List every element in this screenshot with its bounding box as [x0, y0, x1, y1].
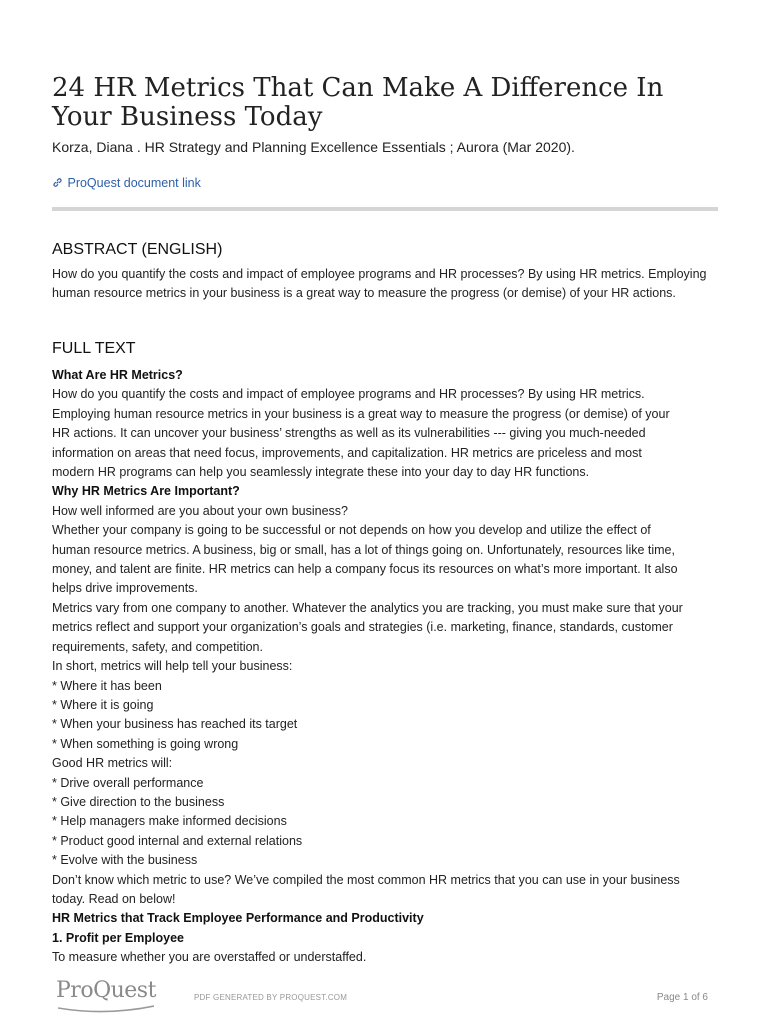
text-line: * Drive overall performance [52, 775, 204, 790]
document-title: 24 HR Metrics That Can Make A Difference In Your Business Today [52, 73, 664, 132]
page-number: Page 1 of 6 [656, 992, 708, 1003]
proquest-document-link[interactable] [52, 176, 201, 190]
text-line: How do you quantify the costs and impact of employee programs and HR processes? By using HR metrics. [52, 387, 645, 402]
text-line: To measure whether you are overstaffed or understaffed. [52, 950, 367, 965]
text-line: Whether your company is going to be successful or not depends on how you develop and utilize the effect of [52, 523, 651, 538]
text-line: today. Read on below! [52, 891, 176, 906]
text-line: * When something is going wrong [52, 736, 239, 751]
text-line: Good HR metrics will: [52, 756, 173, 771]
text-line: * Product good internal and external relations [52, 833, 303, 848]
text-line: modern HR programs can help you seamlessly integrate these into your day to day HR functions. [52, 465, 590, 480]
text-line: Metrics vary from one company to another. Whatever the analytics you are tracking, you must make sure that your [52, 600, 683, 615]
text-line: How well informed are you about your own business? [52, 503, 348, 518]
full-text-heading: FULL TEXT [52, 340, 136, 357]
text-line: * Help managers make informed decisions [52, 814, 287, 829]
abstract-heading: ABSTRACT (ENGLISH) [52, 241, 223, 258]
text-line: money, and talent are finite. HR metrics can help a company focus its resources on what’s more important. It also [52, 562, 678, 577]
pdf-generated-note: PDF GENERATED BY PROQUEST.COM [194, 993, 348, 1002]
abstract-text: How do you quantify the costs and impact of employee programs and HR processes? By using HR metrics. Employing human resource metrics in your business is a great way to measure the progress (or demise) of your HR actions. [52, 267, 707, 301]
text-line: * Where it is going [52, 697, 154, 712]
logo-swoosh-icon [58, 1004, 154, 1014]
subheading: 1. Profit per Employee [52, 930, 184, 945]
subheading: What Are HR Metrics? [52, 368, 183, 382]
header-divider [52, 207, 718, 211]
text-line: helps drive improvements. [52, 581, 198, 596]
text-line: metrics reflect and support your organization’s goals and strategies (i.e. marketing, finance, standards, customer [52, 620, 673, 635]
link-icon [52, 176, 66, 190]
text-line: HR actions. It can uncover your business’ strengths as well as its vulnerabilities --- giving you much-needed [52, 426, 646, 441]
proquest-logo [56, 978, 156, 1003]
proquest-logo-text: ProQuest [56, 978, 156, 1003]
subheading: HR Metrics that Track Employee Performance and Productivity [52, 911, 424, 926]
document-citation: Korza, Diana . HR Strategy and Planning Excellence Essentials ; Aurora (Mar 2020). [52, 139, 575, 155]
text-line: Don’t know which metric to use? We’ve compiled the most common HR metrics that you can use in your business [52, 872, 680, 887]
text-line: requirements, safety, and competition. [52, 639, 263, 654]
text-line: * Give direction to the business [52, 794, 225, 809]
text-line: * Where it has been [52, 678, 162, 693]
text-line: In short, metrics will help tell your business: [52, 659, 293, 674]
proquest-document-link-label: ProQuest document link [67, 176, 201, 190]
text-line: information on areas that need focus, improvements, and capitalization. HR metrics are priceless and most [52, 445, 642, 460]
text-line: human resource metrics. A business, big or small, has a lot of things going on. Unfortunately, resources like time, [52, 542, 675, 557]
text-line: * When your business has reached its target [52, 717, 298, 732]
subheading: Why HR Metrics Are Important? [52, 484, 240, 499]
text-line: * Evolve with the business [52, 853, 198, 868]
full-text-body [52, 366, 718, 968]
text-line: Employing human resource metrics in your business is a great way to measure the progress (or demise) of your [52, 406, 670, 421]
